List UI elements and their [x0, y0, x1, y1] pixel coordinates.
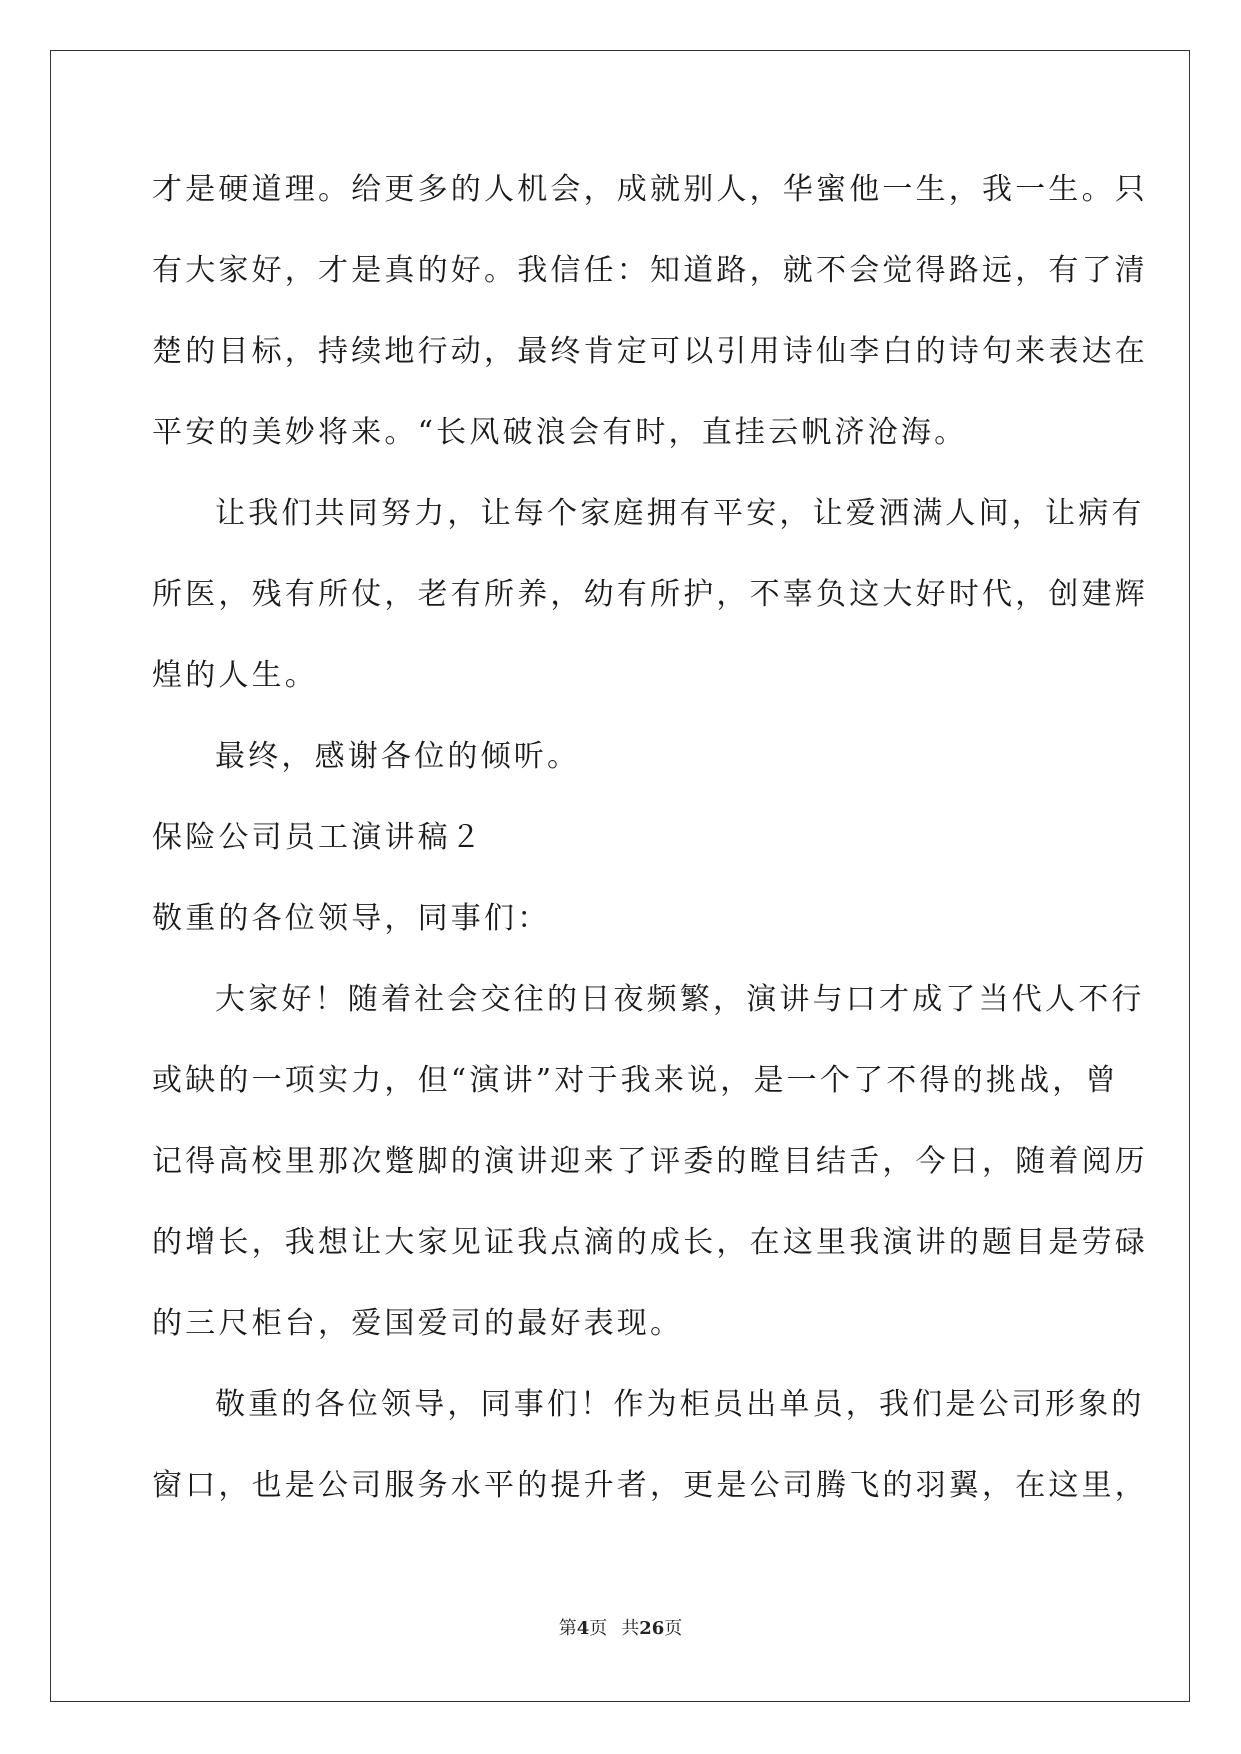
body-line: 有大家好，才是真的好。我信任：知道路，就不会觉得路远，有了清 [152, 253, 1148, 288]
current-page-number: 4 [576, 1618, 590, 1639]
total-pages-number: 26 [639, 1618, 665, 1639]
section-title: 保险公司员工演讲稿２ [152, 820, 484, 855]
body-line: 记得高校里那次蹩脚的演讲迎来了评委的瞠目结舌，今日，随着阅历 [152, 1144, 1148, 1179]
page-footer [0, 1617, 1241, 1641]
body-line: 窗口，也是公司服务水平的提升者，更是公司腾飞的羽翼，在这里， [152, 1468, 1148, 1503]
footer-page-word: 页 [589, 1618, 608, 1639]
paragraph-first-line: 大家好！随着社会交往的日夜频繁，演讲与口才成了当代人不行 [215, 982, 1145, 1017]
body-line: 才是硬道理。给更多的人机会，成就别人，华蜜他一生，我一生。只 [152, 172, 1148, 207]
page-border [50, 50, 1190, 1702]
paragraph-first-line: 最终，感谢各位的倾听。 [215, 739, 581, 774]
footer-total-suffix: 页 [664, 1618, 683, 1639]
footer-total-prefix: 共 [621, 1618, 640, 1639]
body-line: 的增长，我想让大家见证我点滴的成长，在这里我演讲的题目是劳碌 [152, 1225, 1148, 1260]
body-line: 平安的美妙将来。“长风破浪会有时，直挂云帆济沧海。 [152, 415, 968, 450]
body-line: 的三尺柜台，爱国爱司的最好表现。 [152, 1306, 684, 1341]
salutation: 敬重的各位领导，同事们： [152, 901, 551, 936]
footer-prefix: 第 [558, 1618, 577, 1639]
body-line: 煌的人生。 [152, 658, 318, 693]
body-line: 所医，残有所仗，老有所养，幼有所护，不辜负这大好时代，创建辉 [152, 577, 1148, 612]
paragraph-first-line: 敬重的各位领导，同事们！作为柜员出单员，我们是公司形象的 [215, 1387, 1145, 1422]
body-line: 楚的目标，持续地行动，最终肯定可以引用诗仙李白的诗句来表达在 [152, 334, 1148, 369]
paragraph-first-line: 让我们共同努力，让每个家庭拥有平安，让爱洒满人间，让病有 [215, 496, 1145, 531]
body-line: 或缺的一项实力，但“演讲”对于我来说，是一个了不得的挑战，曾 [152, 1063, 1119, 1098]
